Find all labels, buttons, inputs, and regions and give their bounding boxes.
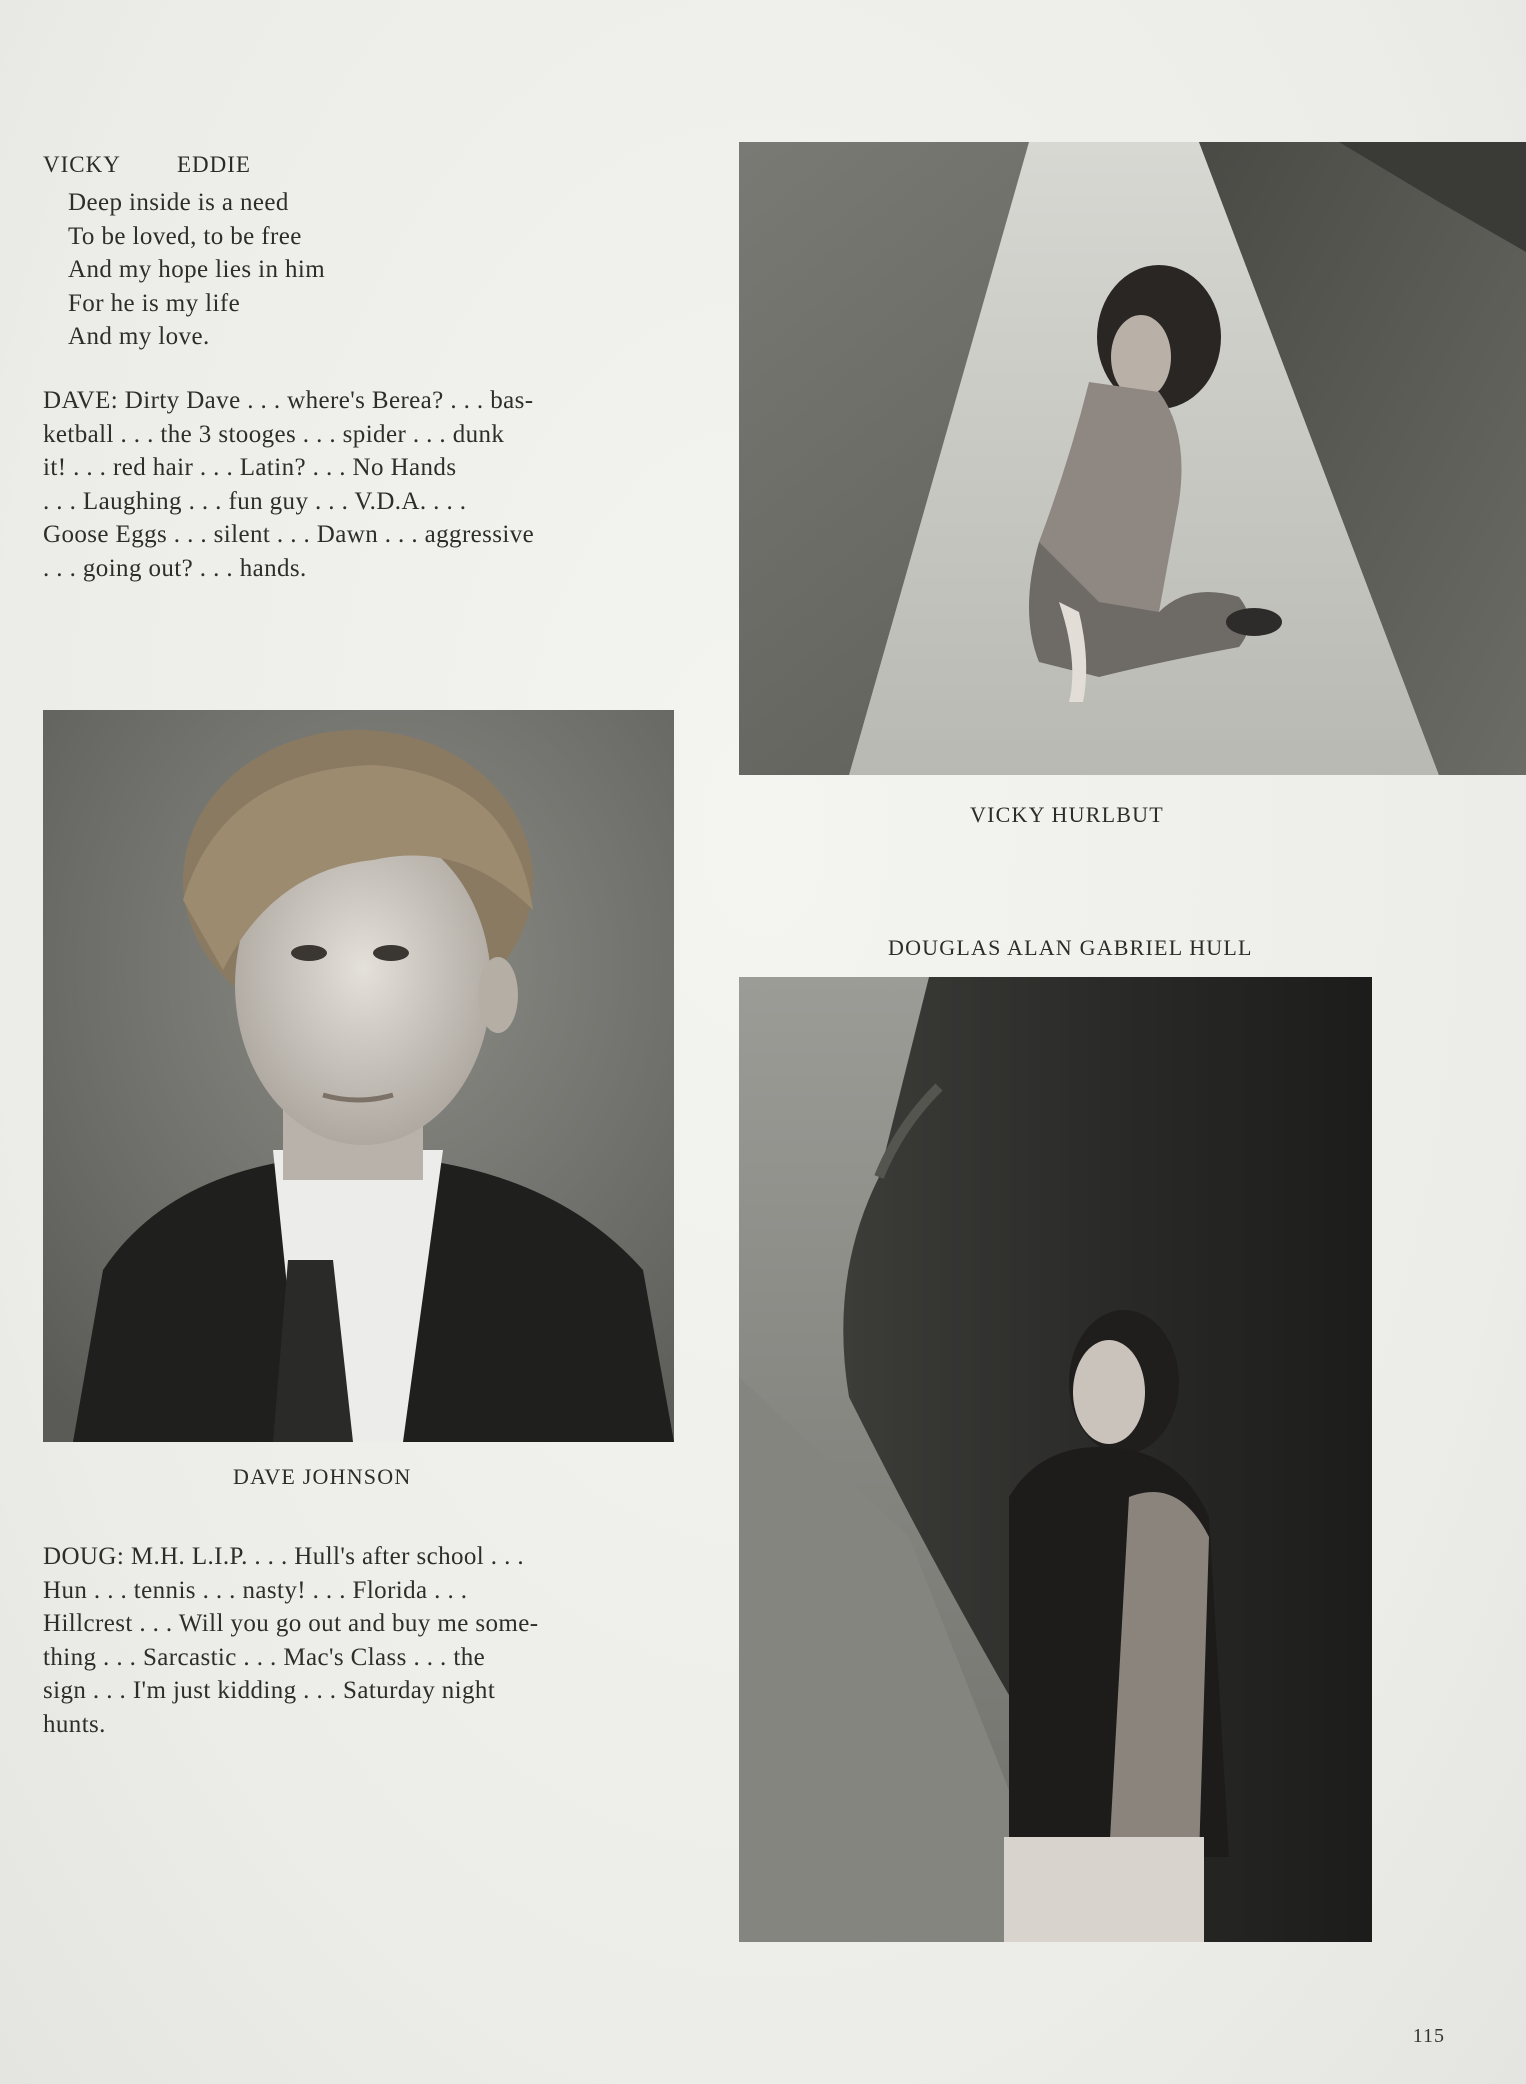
- dave-blurb-line: . . . going out? . . . hands.: [43, 554, 307, 582]
- dave-portrait-image: [43, 710, 674, 1442]
- doug-blurb-line: thing . . . Sarcastic . . . Mac's Class . . . the: [43, 1643, 486, 1671]
- doug-blurb-line: DOUG: M.H. L.I.P. . . . Hull's after school . . .: [43, 1543, 525, 1570]
- caption-vicky: VICKY HURLBUT: [970, 802, 1164, 827]
- page-number: 115: [1412, 2025, 1445, 2047]
- poem-names: [43, 152, 251, 178]
- poem-line: And my love.: [68, 323, 210, 350]
- vicky-photo: [739, 142, 1526, 775]
- dave-blurb-line: ketball . . . the 3 stooges . . . spider . . . dunk: [43, 420, 505, 448]
- poem-line: To be loved, to be free: [68, 222, 302, 250]
- poem: [68, 186, 325, 354]
- vicky-photo-image: [739, 142, 1526, 775]
- caption-dave: DAVE JOHNSON: [233, 1464, 412, 1489]
- doug-blurb-line: Hillcrest . . . Will you go out and buy me some-: [43, 1610, 539, 1637]
- poem-line: Deep inside is a need: [68, 189, 289, 216]
- dave-portrait-photo: [43, 710, 674, 1442]
- dave-blurb-line: DAVE: Dirty Dave . . . where's Berea? . . . bas-: [43, 387, 534, 414]
- doug-blurb-line: hunts.: [43, 1710, 106, 1738]
- dave-blurb-line: . . . Laughing . . . fun guy . . . V.D.A. . . .: [43, 487, 467, 515]
- doug-blurb-line: Hun . . . tennis . . . nasty! . . . Florida . . .: [43, 1576, 468, 1604]
- dave-blurb-line: it! . . . red hair . . . Latin? . . . No Hands: [43, 454, 457, 481]
- poem-name-eddie: EDDIE: [177, 152, 251, 177]
- dave-blurb: [43, 384, 683, 585]
- poem-name-vicky: VICKY: [43, 152, 121, 177]
- poem-line: For he is my life: [68, 289, 241, 317]
- dave-blurb-line: Goose Eggs . . . silent . . . Dawn . . . aggressive: [43, 521, 535, 548]
- doug-blurb: [43, 1540, 683, 1741]
- doug-blurb-line: sign . . . I'm just kidding . . . Saturday night: [43, 1677, 496, 1704]
- doug-photo: [739, 977, 1372, 1942]
- poem-line: And my hope lies in him: [68, 256, 326, 283]
- doug-photo-image: [739, 977, 1372, 1942]
- caption-douglas: DOUGLAS ALAN GABRIEL HULL: [888, 935, 1253, 960]
